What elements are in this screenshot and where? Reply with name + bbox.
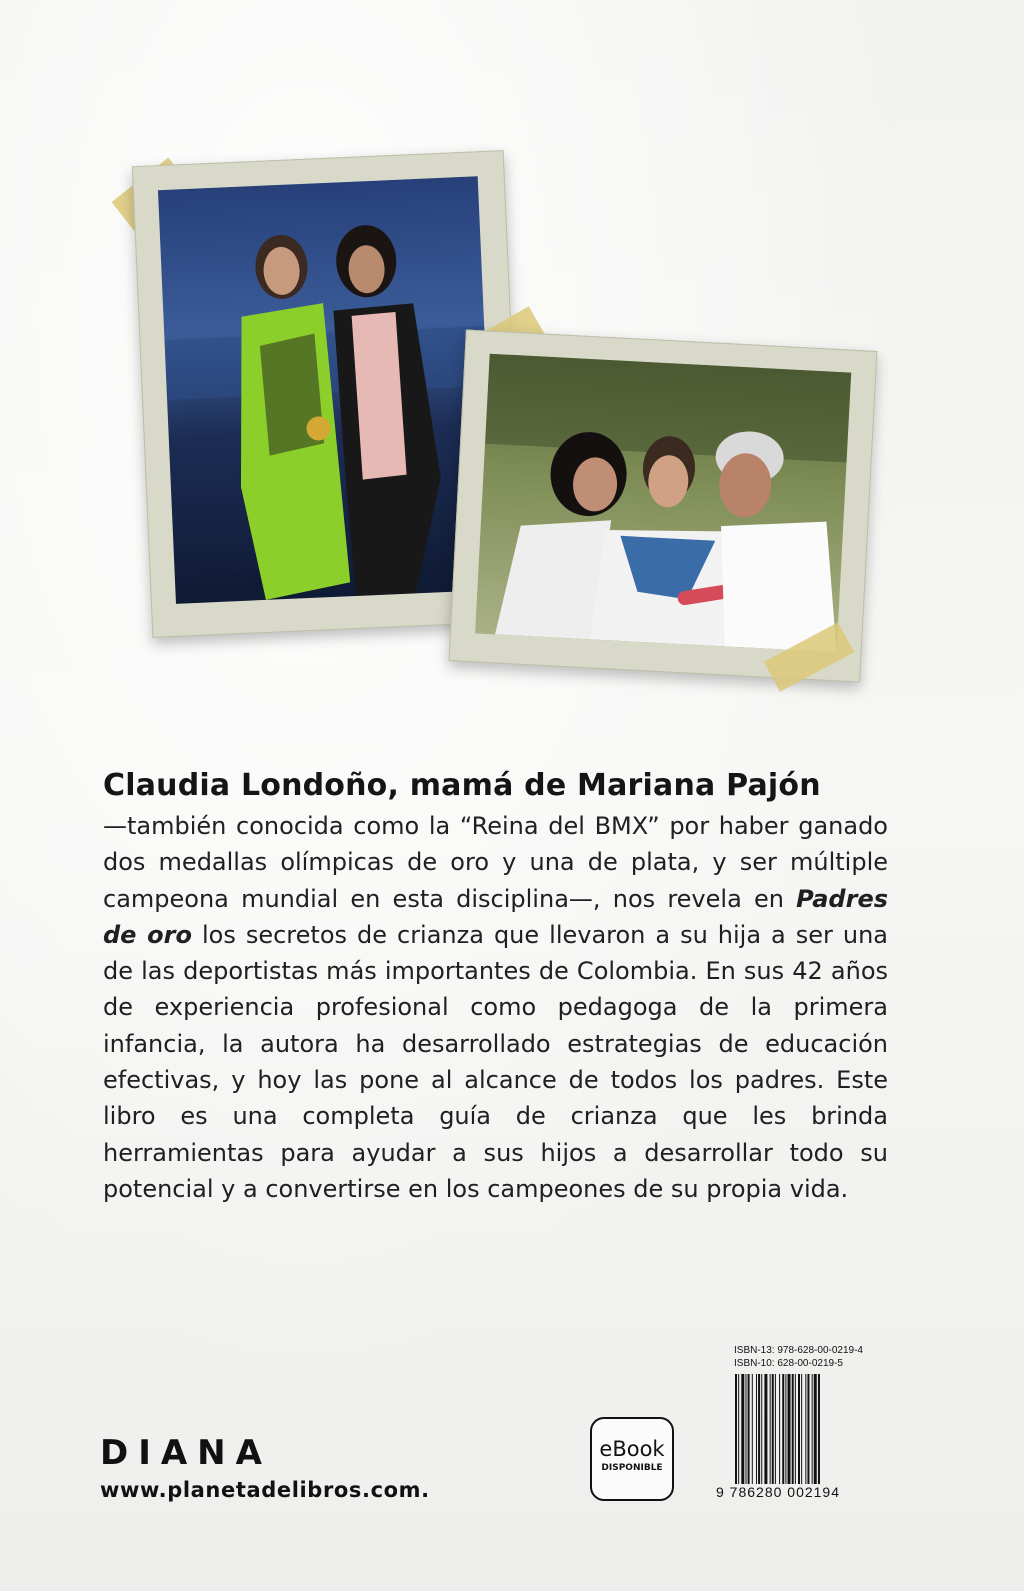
ebook-badge xyxy=(590,1417,674,1501)
publisher-url[interactable]: www.planetadelibros.com. xyxy=(100,1478,430,1502)
synopsis-text-part2: los secretos de crianza que llevaron a su hija a ser una de las deportistas más importantes de Colombia. En sus 42 años de experiencia profesional como pedagoga de la primera infancia, la autora ha desarrollado estrategias de educación efectivas, y hoy las pone al alcance de todos los padres. Este libro es una completa guía de crianza que les brinda herramientas para ayudar a sus hijos a desarrollar todo su potencial y a convertirse en los campeones de su propia vida. xyxy=(103,920,888,1203)
isbn-13: ISBN-13: 978-628-00-0219-4 xyxy=(734,1345,863,1356)
barcode-icon xyxy=(733,1374,889,1484)
book-title: Padres de oro xyxy=(103,884,888,949)
isbn-block xyxy=(734,1344,863,1370)
ebook-sub: DISPONIBLE xyxy=(601,1463,663,1473)
isbn-10: ISBN-10: 628-00-0219-5 xyxy=(734,1358,843,1369)
photo-family-icon xyxy=(475,354,851,653)
photo-family xyxy=(449,329,878,682)
synopsis xyxy=(103,764,888,1207)
synopsis-heading: Claudia Londoño, mamá de Mariana Pajón xyxy=(103,768,821,803)
barcode-number: 9 786280 002194 xyxy=(716,1484,840,1500)
ebook-label: eBook xyxy=(599,1437,665,1461)
publisher-logo: DIANA xyxy=(100,1433,272,1473)
synopsis-text xyxy=(103,808,888,1207)
photo-mother-daughter-icon xyxy=(158,176,496,604)
synopsis-text-part1: —también conocida como la “Reina del BMX” por haber ganado dos medallas olímpicas de oro y una de plata, y ser múltiple campeona mundial en esta disciplina—, nos revela en xyxy=(103,812,888,913)
